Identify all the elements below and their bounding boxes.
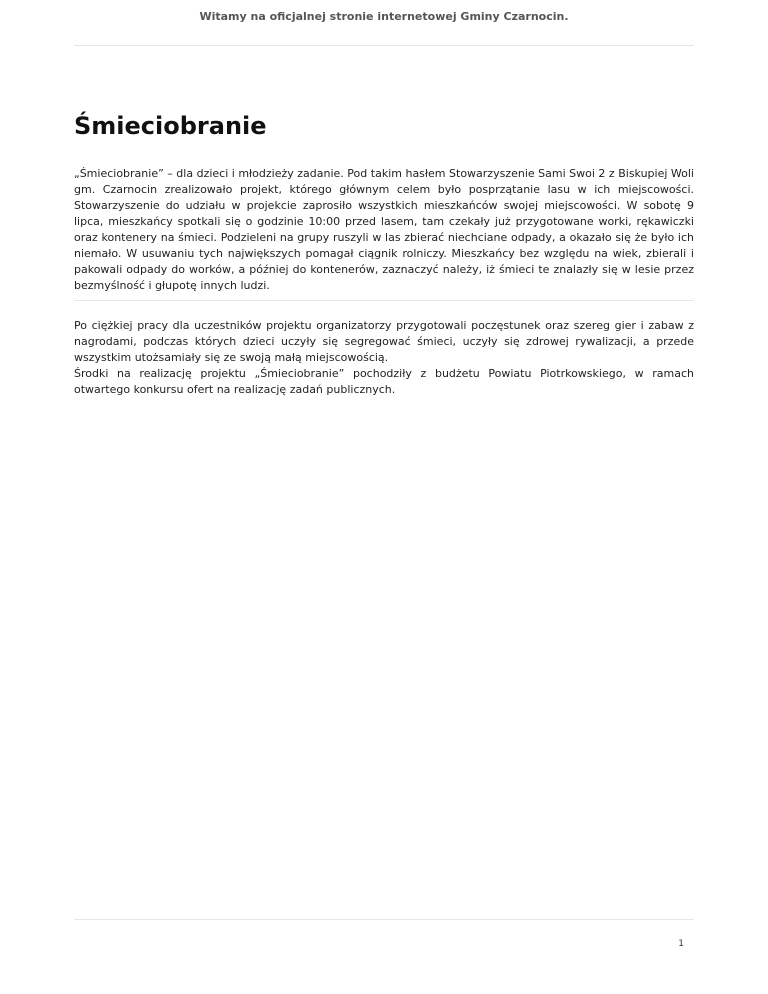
content-divider: [74, 300, 694, 301]
page-title: Śmieciobranie: [74, 112, 267, 140]
article-paragraph-1: „Śmieciobranie” – dla dzieci i młodzieży zadanie. Pod takim hasłem Stowarzyszenie Sami Swoi 2 z Biskupiej Woli gm. Czarnocin zrealizowało projekt, którego głównym celem było posprzątanie lasu w ich miejscowości. Stowarzyszenie do udziału w projekcie zaprosiło wszystkich mieszkańców swojej miejscowości. W sobotę 9 lipca, mieszkańcy spotkali się o godzinie 10:00 przed lasem, tam czekały już przygotowane worki, rękawiczki oraz kontenery na śmieci. Podzieleni na grupy ruszyli w las zbierać niechciane odpady, a okazało się że było ich niemało. W usuwaniu tych największych pomagał ciągnik rolniczy. Mieszkańcy bez względu na wiek, zbierali i pakowali odpady do worków, a później do kontenerów, zaznaczyć należy, iż śmieci te znalazły się w lesie przez bezmyślność i głupotę innych ludzi.: [74, 167, 694, 292]
footer-divider: [74, 919, 694, 920]
site-header-text: Witamy na oficjalnej stronie internetowej Gminy Czarnocin.: [199, 10, 569, 23]
article-paragraph-3: Środki na realizację projektu „Śmieciobranie” pochodziły z budżetu Powiatu Piotrkowskiego, w ramach otwartego konkursu ofert na realizację zadań publicznych.: [74, 367, 694, 396]
header-divider: [74, 45, 694, 46]
page-number: 1: [678, 939, 684, 949]
article-paragraph-2: Po ciężkiej pracy dla uczestników projektu organizatorzy przygotowali poczęstunek oraz szereg gier i zabaw z nagrodami, podczas których dzieci uczyły się segregować śmieci, uczyły się zdrowej rywalizacji, a przede wszystkim utożsamiały się ze swoją małą miejscowością.: [74, 319, 694, 364]
